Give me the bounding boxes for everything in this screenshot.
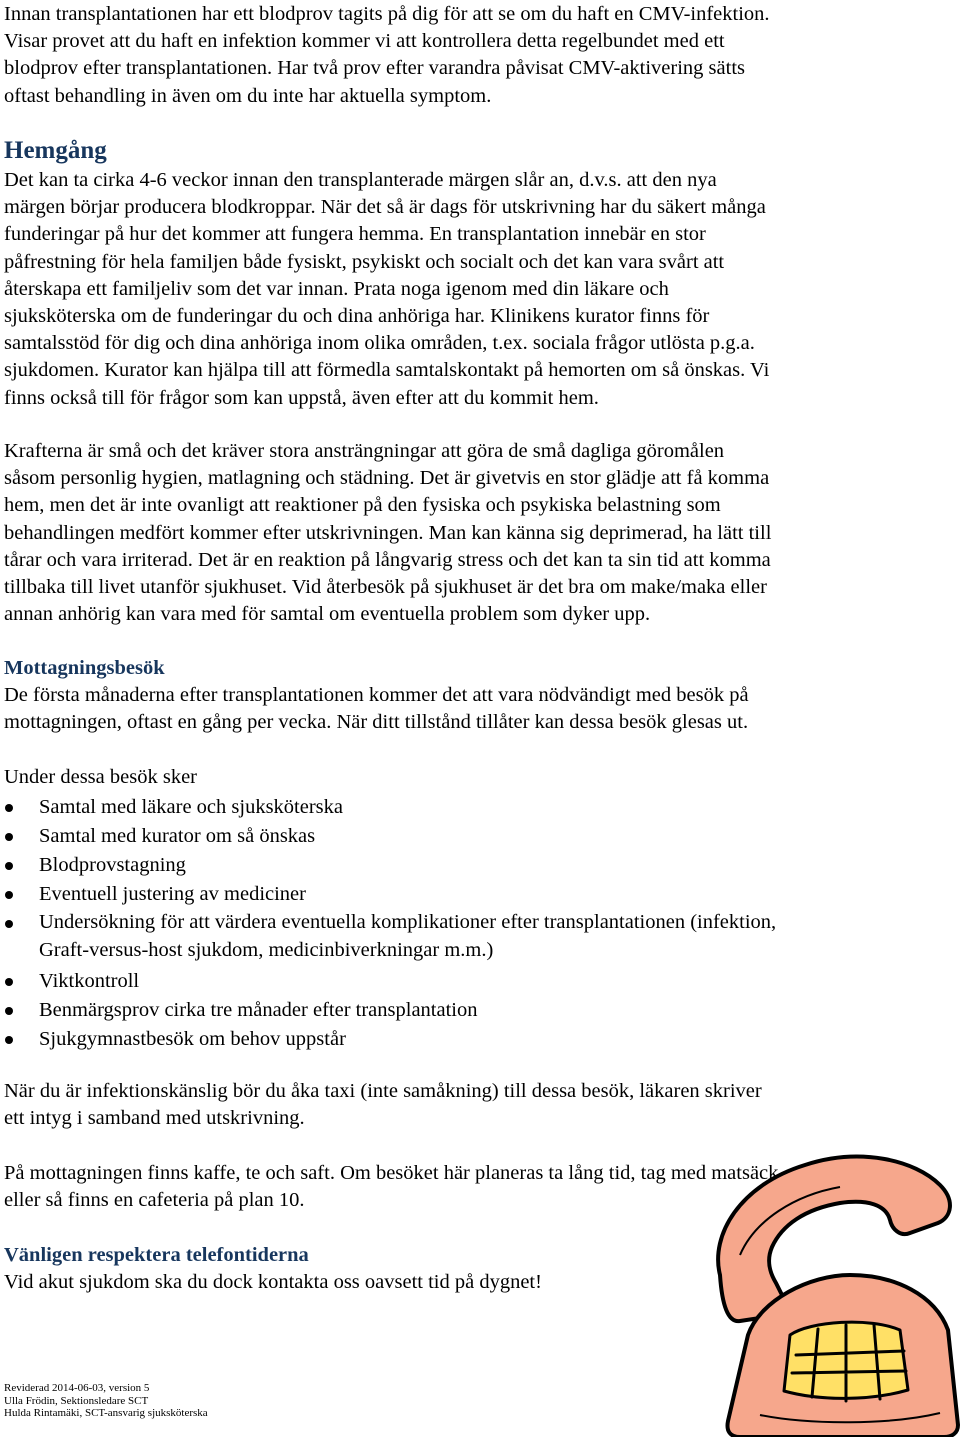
heading-mottagningsbesok: Mottagningsbesök: [4, 657, 165, 679]
text-line: blodprov efter transplantationen. Har två prov efter varandra påvisat CMV-aktivering sätts: [4, 57, 745, 80]
heading-hemgang: Hemgång: [4, 137, 107, 164]
text-line: Innan transplantationen har ett blodprov tagits på dig för att se om du haft en CMV-infektion.: [4, 3, 770, 25]
list-item: [4, 793, 776, 822]
text-line: Det kan ta cirka 4-6 veckor innan den transplanterade märgen slår an, d.v.s. att den nya: [4, 169, 717, 191]
list-intro: [4, 764, 197, 791]
list-item: [4, 996, 776, 1025]
list-item: [4, 909, 776, 967]
author-line: Ulla Frödin, Sektionsledare SCT: [4, 1394, 149, 1407]
text-line: Visar provet att du haft en infektion kommer vi att kontrollera detta regelbundet med ett: [4, 30, 725, 53]
mottagning-paragraph: [4, 682, 749, 736]
text-line: återskapa ett familjeliv som det var innan. Prata noga igenom med din läkare och: [4, 277, 669, 300]
text-line: märgen börjar producera blodkroppar. När det så är dags för utskrivning har du säkert många: [4, 196, 766, 219]
list-item: [4, 1025, 776, 1054]
text-line: oftast behandling in även om du inte har aktuella symptom.: [4, 84, 492, 107]
text-line: tillbaka till livet utanför sjukhuset. Vid återbesök på sjukhuset är det bra om make/maka eller: [4, 576, 767, 599]
bullet-icon: [5, 920, 13, 928]
text-line: såsom personlig hygien, matlagning och städning. Det är givetvis en stor glädje att få komma: [4, 467, 770, 490]
text-line: Krafterna är små och det kräver stora ansträngningar att göra de små dagliga göromålen: [4, 440, 725, 462]
telefon-paragraph: [4, 1269, 542, 1296]
krafter-paragraph: [4, 438, 771, 628]
list-item-text: Undersökning för att värdera eventuella komplikationer efter transplantationen (infektion,: [39, 911, 777, 933]
bullet-icon: [5, 804, 13, 812]
list-item-text: Benmärgsprov cirka tre månader efter transplantation: [39, 999, 478, 1021]
text-line: sjuksköterska om de funderingar du och dina anhöriga har. Klinikens kurator finns för: [4, 305, 710, 328]
footer: [4, 1382, 208, 1420]
hemgang-paragraph: [4, 167, 769, 412]
text-line: De första månaderna efter transplantationen kommer det att vara nödvändigt med besök på: [4, 684, 749, 706]
text-line: tårar och vara irriterad. Det är en reaktion på långvarig stress och det kan ta sin tid att komma: [4, 548, 771, 571]
telephone-illustration-icon: [700, 1125, 960, 1437]
text-line: Vid akut sjukdom ska du dock kontakta oss oavsett tid på dygnet!: [4, 1271, 542, 1293]
list-item-text: Samtal med läkare och sjuksköterska: [39, 796, 343, 818]
cmv-paragraph: [4, 1, 770, 110]
heading-telefontider: Vänligen respektera telefontiderna: [4, 1244, 309, 1266]
list-item-text: Viktkontroll: [39, 970, 140, 992]
list-item-text: Samtal med kurator om så önskas: [39, 825, 316, 847]
list-item: [4, 822, 776, 851]
text-line: behandlingen medfört kommer efter utskrivningen. Man kan känna sig deprimerad, ha lätt till: [4, 521, 772, 544]
bullet-icon: [5, 891, 13, 899]
text-line: samtalsstöd för dig och dina anhöriga inom olika områden, t.ex. sociala frågor utlösta p.g.a.: [4, 332, 755, 355]
revision-note: Reviderad 2014-06-03, version 5: [4, 1382, 150, 1394]
bullet-icon: [5, 833, 13, 841]
bullet-icon: [5, 1036, 13, 1044]
text-line: mottagningen, oftast en gång per vecka. När ditt tillstånd tillåter kan dessa besök glesas ut.: [4, 711, 749, 734]
text-line: hem, men det är inte ovanligt att reaktioner på den fysiska och psykiska belastning som: [4, 494, 721, 517]
list-item: [4, 851, 776, 880]
bullet-icon: [5, 862, 13, 870]
taxi-paragraph: [4, 1078, 762, 1132]
list-item: [4, 967, 776, 996]
text-line: ett intyg i samband med utskrivning.: [4, 1107, 305, 1130]
text-line: påfrestning för hela familjen både fysiskt, psykiskt och socialt och det kan vara svårt att: [4, 250, 725, 273]
kaffe-paragraph: [4, 1160, 778, 1214]
text-line: Under dessa besök sker: [4, 766, 197, 788]
text-line: annan anhörig kan vara med för samtal om eventuella problem som dyker upp.: [4, 603, 651, 626]
text-line: eller så finns en cafeteria på plan 10.: [4, 1189, 305, 1212]
visit-list: [4, 793, 776, 1054]
text-line: sjukdomen. Kurator kan hjälpa till att förmedla samtalskontakt på hemorten om så önskas. Vi: [4, 359, 770, 382]
list-item-text: Graft-versus-host sjukdom, medicinbiverkningar m.m.): [39, 938, 494, 961]
list-item-text: Blodprovstagning: [39, 854, 186, 876]
text-line: finns också till för frågor som kan uppstå, även efter att du kommit hem.: [4, 386, 599, 409]
bullet-icon: [5, 978, 13, 986]
text-line: funderingar på hur det kommer att fungera hemma. En transplantation innebär en stor: [4, 223, 706, 246]
bullet-icon: [5, 1007, 13, 1015]
list-item-text: Sjukgymnastbesök om behov uppstår: [39, 1028, 346, 1050]
text-line: När du är infektionskänslig bör du åka taxi (inte samåkning) till dessa besök, läkaren skriver: [4, 1080, 762, 1102]
list-item: [4, 880, 776, 909]
list-item-text: Eventuell justering av mediciner: [39, 883, 306, 905]
text-line: På mottagningen finns kaffe, te och saft. Om besöket här planeras ta lång tid, tag med matsäck: [4, 1162, 779, 1184]
author-line: Hulda Rintamäki, SCT-ansvarig sjuksköterska: [4, 1407, 208, 1419]
